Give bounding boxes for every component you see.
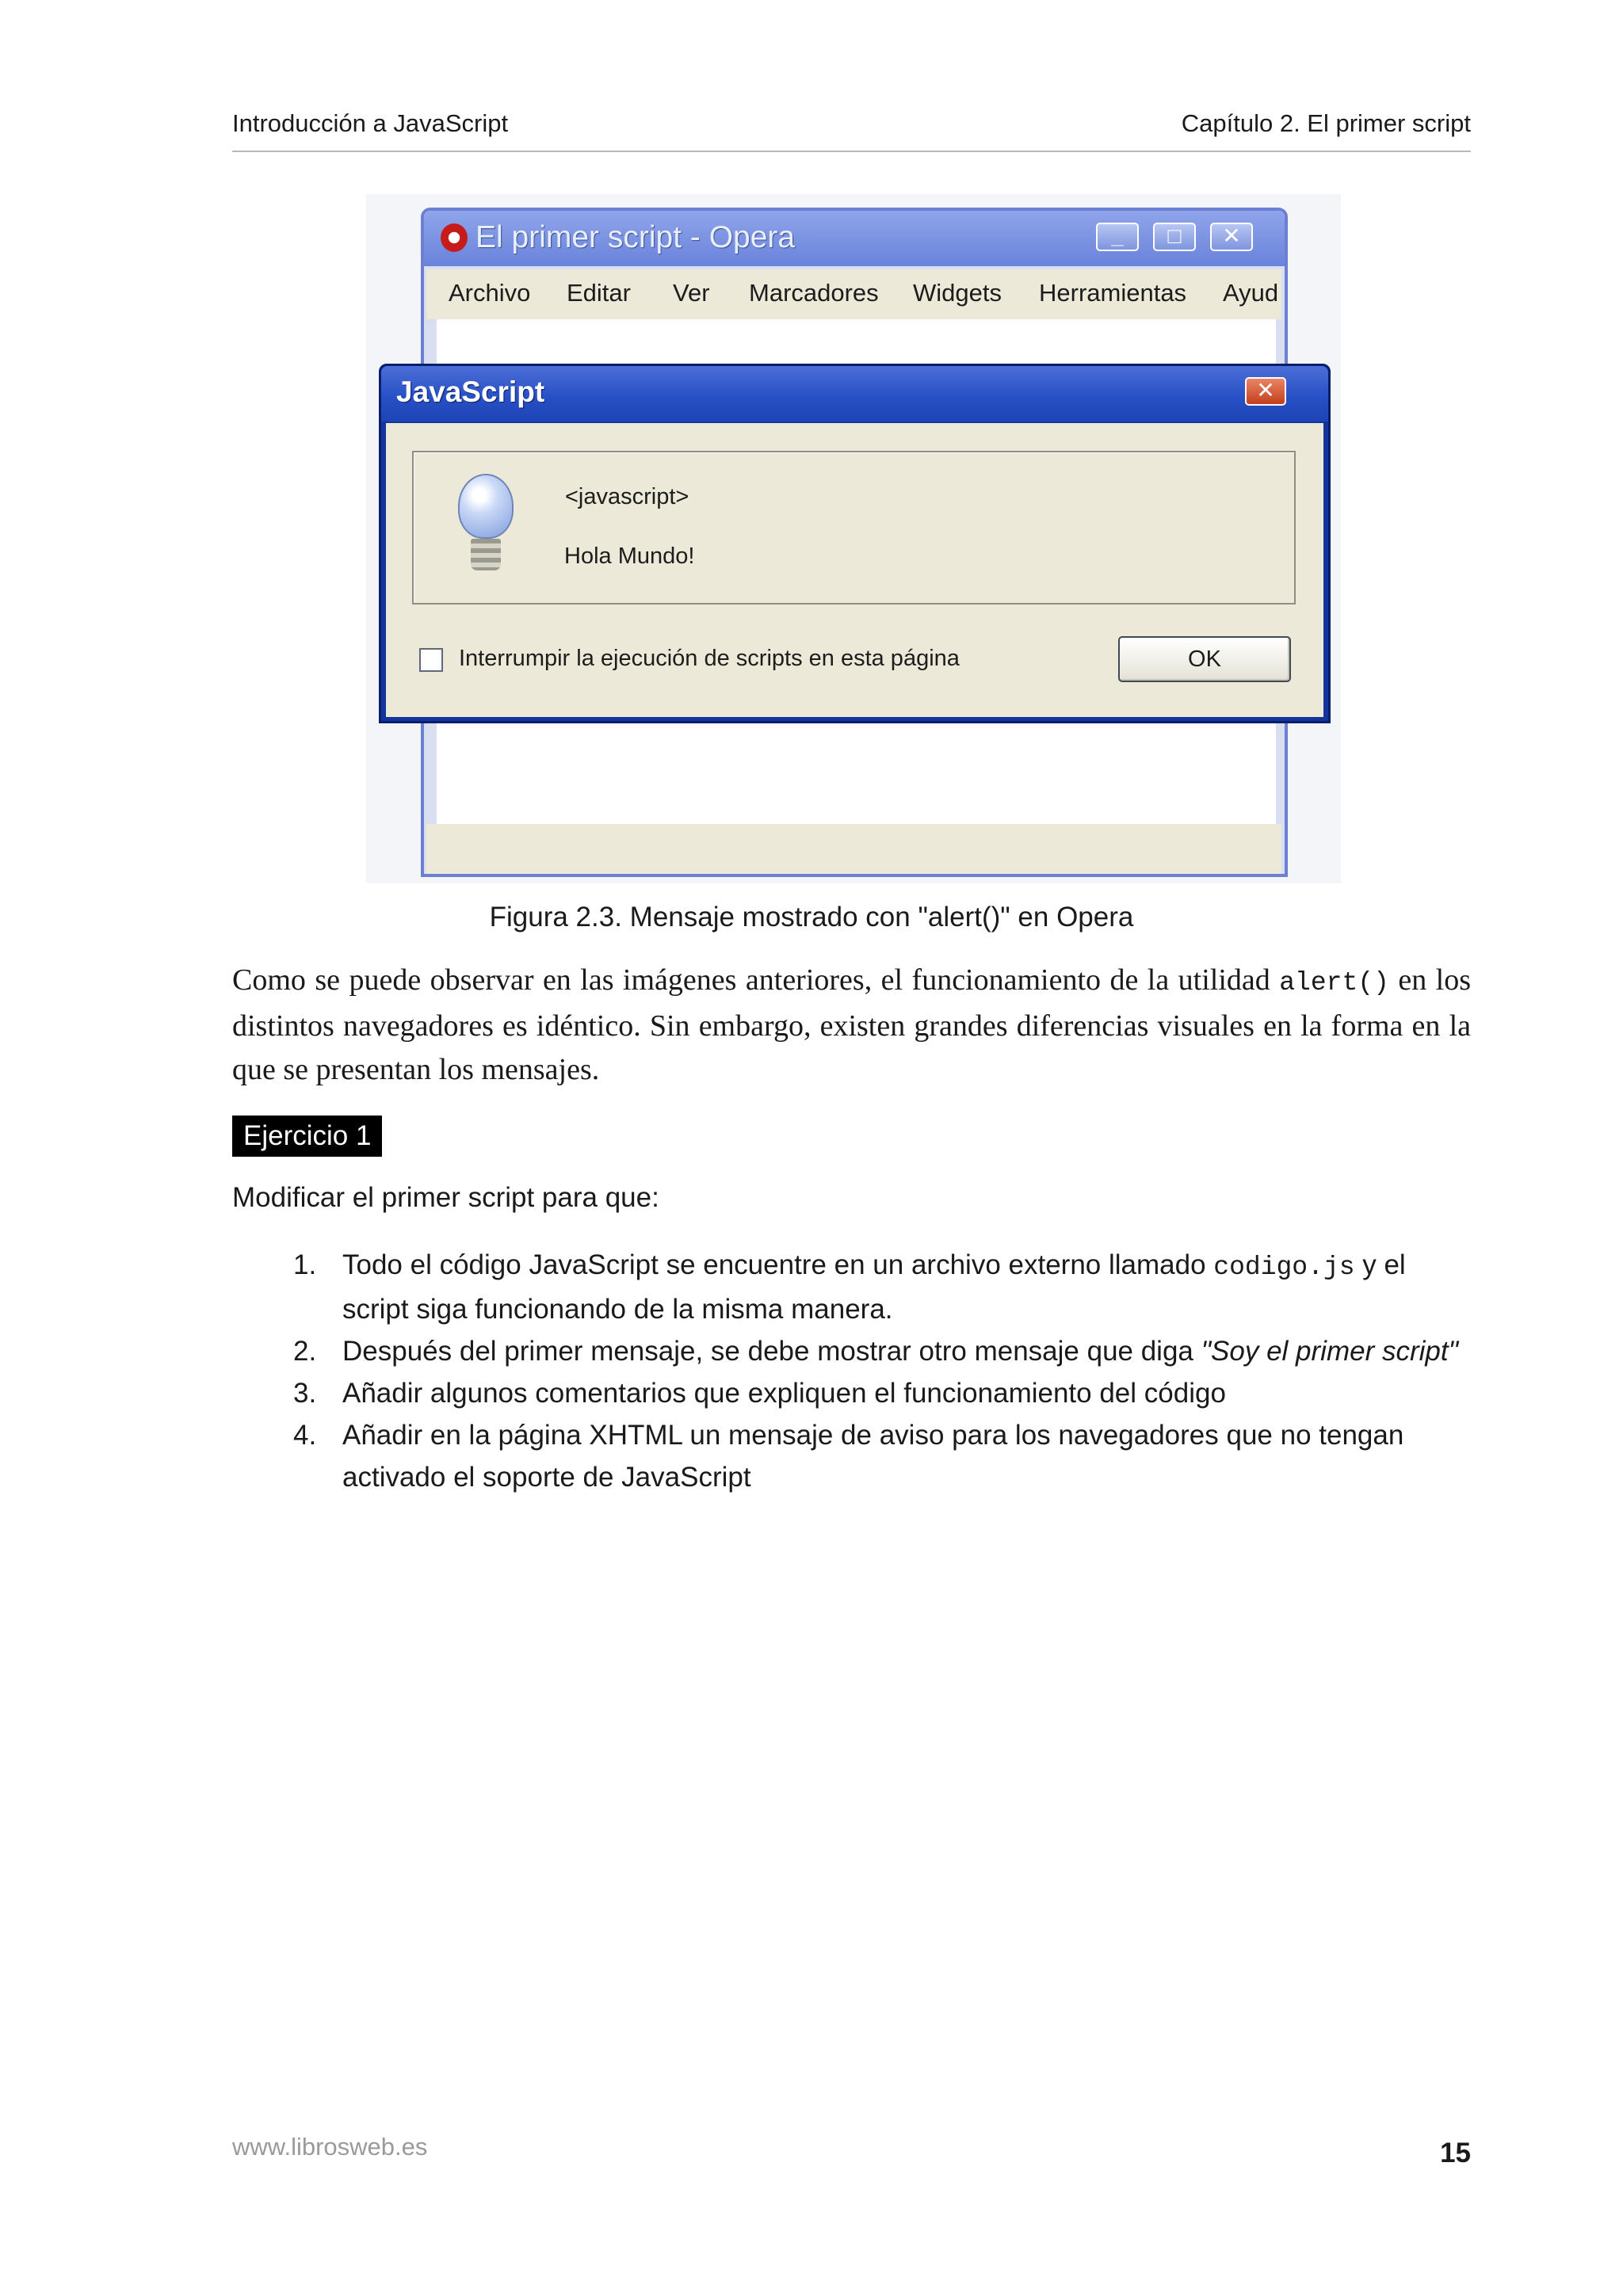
paragraph-code: alert() — [1279, 968, 1389, 997]
list-item — [293, 1244, 1474, 1330]
exercise-intro: Modificar el primer script para que: — [232, 1182, 659, 1213]
paragraph-text-after: en los distintos navegadores es idéntico. Sin embargo, existen grandes diferencias visuales en la forma en la que se presentan los mensajes. — [232, 963, 1471, 1086]
menu-archivo[interactable]: Archivo — [449, 279, 531, 307]
menu-ayuda[interactable]: Ayud — [1223, 279, 1279, 307]
list-item-text: y el script siga funcionando de la misma manera. — [342, 1249, 1406, 1325]
alert-close-button[interactable]: ✕ — [1245, 377, 1286, 406]
list-item-code: codigo.js — [1213, 1253, 1355, 1282]
page-number: 15 — [1440, 2138, 1471, 2168]
alert-source: <javascript> — [565, 484, 689, 509]
list-item-number: 4. — [293, 1420, 317, 1451]
maximize-button[interactable]: □ — [1153, 223, 1196, 251]
list-item-number: 3. — [293, 1378, 317, 1409]
footer-site: www.librosweb.es — [232, 2133, 428, 2161]
list-item-text: Todo el código JavaScript se encuentre en un archivo externo llamado — [342, 1249, 1214, 1280]
menu-herramientas[interactable]: Herramientas — [1039, 279, 1187, 307]
opera-menu-bar — [426, 269, 1281, 319]
list-item — [293, 1330, 1474, 1372]
list-item — [293, 1372, 1474, 1414]
lightbulb-base-icon — [471, 539, 501, 570]
stop-scripts-label[interactable]: Interrumpir la ejecución de scripts en esta página — [459, 646, 960, 671]
exercise-label: Ejercicio 1 — [232, 1116, 382, 1157]
alert-message-box — [412, 451, 1296, 605]
list-item-text: Añadir en la página XHTML un mensaje de aviso para los navegadores que no tengan activado el soporte de JavaScript — [342, 1420, 1404, 1493]
running-header-right: Capítulo 2. El primer script — [1181, 109, 1471, 137]
alert-title: JavaScript — [396, 376, 545, 408]
running-header-left: Introducción a JavaScript — [232, 109, 509, 137]
list-item-number: 1. — [293, 1249, 317, 1280]
figure-caption: Figura 2.3. Mensaje mostrado con "alert()" en Opera — [489, 902, 1134, 933]
paragraph-text-before: Como se puede observar en las imágenes anteriores, el funcionamiento de la utilidad — [232, 963, 1280, 997]
list-item-quote: "Soy el primer script" — [1201, 1336, 1458, 1367]
stop-scripts-checkbox[interactable] — [419, 648, 443, 672]
opera-logo-icon — [441, 223, 468, 252]
list-item-text: Añadir algunos comentarios que expliquen el funcionamiento del código — [342, 1378, 1226, 1409]
menu-widgets[interactable]: Widgets — [913, 279, 1002, 307]
list-item — [293, 1414, 1474, 1498]
exercise-list — [293, 1244, 1474, 1498]
lightbulb-icon — [458, 474, 514, 539]
minimize-button[interactable]: _ — [1096, 223, 1139, 251]
menu-editar[interactable]: Editar — [567, 279, 631, 307]
opera-status-bar — [426, 824, 1281, 874]
list-item-number: 2. — [293, 1336, 317, 1367]
close-window-button[interactable]: ✕ — [1210, 223, 1253, 251]
alert-message: Hola Mundo! — [564, 543, 695, 569]
opera-window-title: El primer script - Opera — [475, 220, 796, 254]
header-rule — [232, 151, 1471, 152]
menu-marcadores[interactable]: Marcadores — [749, 279, 879, 307]
list-item-text: Después del primer mensaje, se debe mostrar otro mensaje que diga — [342, 1336, 1201, 1367]
ok-button[interactable]: OK — [1118, 636, 1291, 682]
body-paragraph — [232, 959, 1471, 1092]
menu-ver[interactable]: Ver — [673, 279, 710, 307]
